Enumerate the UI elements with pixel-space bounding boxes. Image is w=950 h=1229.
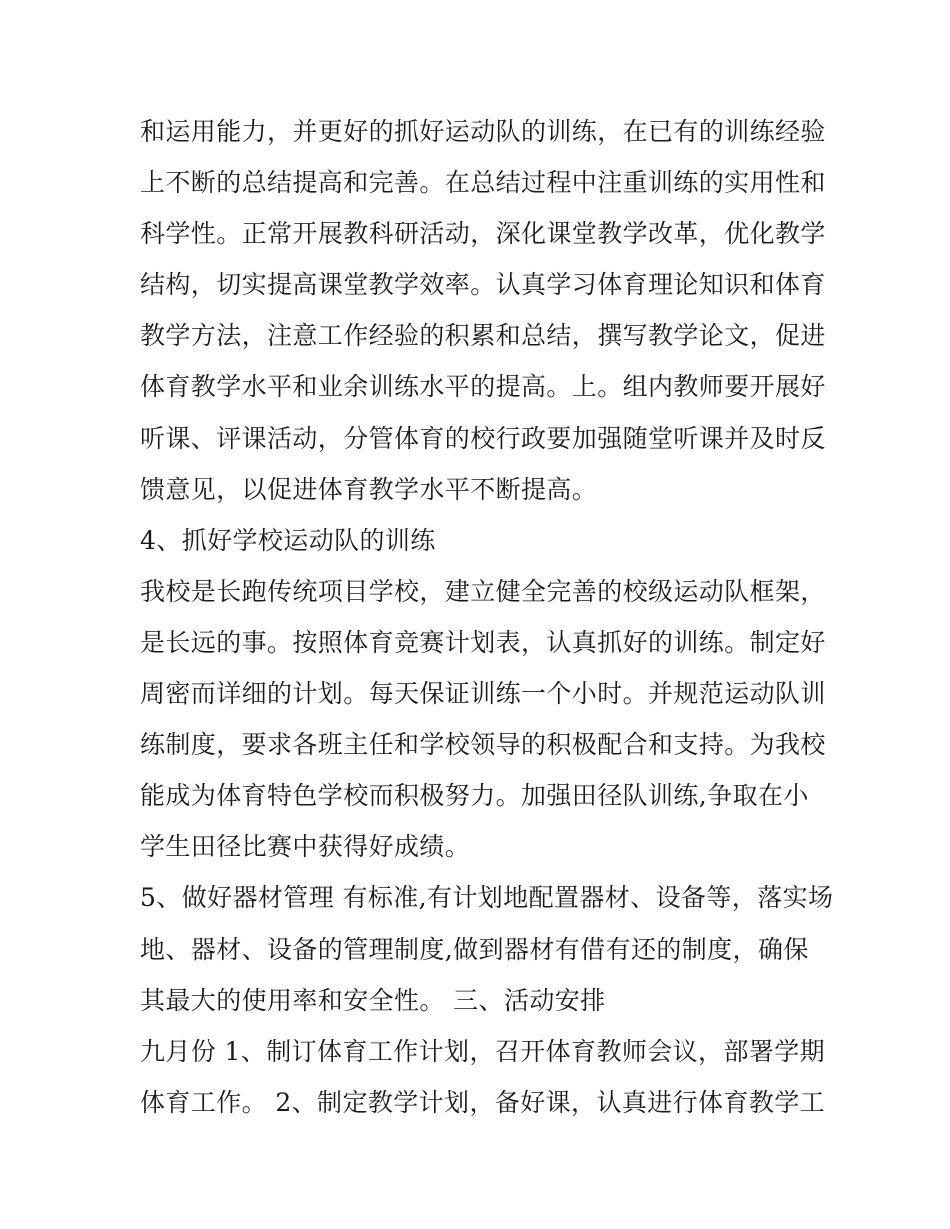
section-heading-4: 4、抓好学校运动队的训练 <box>140 525 436 555</box>
text-line: 学生田径比赛中获得好成绩。 <box>140 832 471 862</box>
text-line: 结构，切实提高课堂教学效率。认真学习体育理论知识和体育 <box>140 270 826 300</box>
text-line: 能成为体育特色学校而积极努力。加强田径队训练,争取在小 <box>140 781 809 811</box>
section-heading-5: 5、做好器材管理 有标准,有计划地配置器材、设备等，落实场 <box>140 883 834 913</box>
text-line: 体育工作。 2、制定教学计划，备好课，认真进行体育教学工 <box>140 1087 826 1117</box>
text-line: 其最大的使用率和安全性。 三、活动安排 <box>140 985 606 1015</box>
text-line: 教学方法，注意工作经验的积累和总结，撰写教学论文，促进 <box>140 321 826 351</box>
text-line: 是长远的事。按照体育竞赛计划表，认真抓好的训练。制定好 <box>140 627 826 657</box>
text-line: 馈意见，以促进体育教学水平不断提高。 <box>140 474 598 504</box>
text-line: 科学性。正常开展教科研活动，深化课堂教学改革，优化教学 <box>140 219 826 249</box>
text-line: 听课、评课活动，分管体育的校行政要加强随堂听课并及时反 <box>140 423 826 453</box>
text-line: 周密而详细的计划。每天保证训练一个小时。并规范运动队训 <box>140 679 826 709</box>
body-text <box>140 106 834 1128</box>
text-line: 和运用能力，并更好的抓好运动队的训练，在已有的训练经验 <box>140 117 826 146</box>
text-line: 上不断的总结提高和完善。在总结过程中注重训练的实用性和 <box>140 168 826 198</box>
text-line: 体育教学水平和业余训练水平的提高。上。组内教师要开展好 <box>140 372 826 402</box>
text-line: 我校是长跑传统项目学校，建立健全完善的校级运动队框架， <box>140 576 826 606</box>
text-line: 九月份 1、制订体育工作计划，召开体育教师会议，部署学期 <box>140 1036 826 1066</box>
text-line: 练制度，要求各班主任和学校领导的积极配合和支持。为我校 <box>140 730 826 760</box>
text-line: 地、器材、设备的管理制度,做到器材有借有还的制度，确保 <box>140 934 809 964</box>
